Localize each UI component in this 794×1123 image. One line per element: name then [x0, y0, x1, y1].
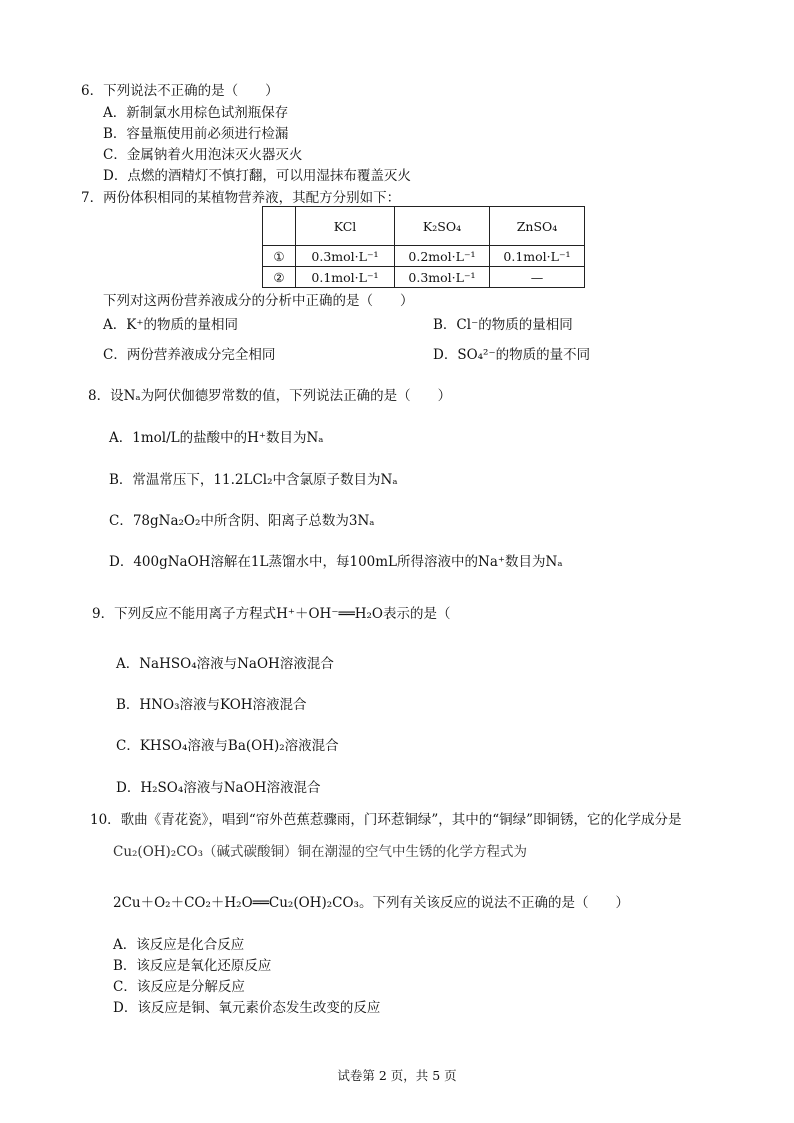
nutrient-table	[262, 206, 585, 288]
table-row	[263, 246, 585, 267]
q10-option-d: D．该反应是铜、氧元素价态发生改变的反应	[113, 1000, 381, 1016]
q10-option-c: C．该反应是分解反应	[113, 979, 245, 995]
q8-option-c: C．78gNa₂O₂中所含阴、阳离子总数为3Nₐ	[109, 513, 375, 529]
table-header-row	[263, 207, 585, 246]
q9-option-b: B．HNO₃溶液与KOH溶液混合	[116, 697, 307, 713]
table-cell: ①	[263, 246, 296, 267]
table-cell: 0.1mol·L⁻¹	[490, 246, 585, 267]
q6-option-d: D．点燃的酒精灯不慎打翻，可以用湿抹布覆盖灭火	[103, 168, 411, 184]
q6-option-b: B．容量瓶使用前必须进行检漏	[103, 126, 289, 142]
q8-option-a: A．1mol/L的盐酸中的H⁺数目为Nₐ	[109, 430, 324, 446]
q10-equation: 2Cu＋O₂＋CO₂＋H₂O══Cu₂(OH)₂CO₃。下列有关该反应的说法不正确的是（ ）	[113, 895, 629, 911]
page-footer: 试卷第 2 页，共 5 页	[337, 1068, 457, 1083]
q7-stem: 7．两份体积相同的某植物营养液，其配方分别如下：	[81, 190, 401, 206]
q9-option-d: D．H₂SO₄溶液与NaOH溶液混合	[116, 780, 321, 796]
q6-stem: 6．下列说法不正确的是（ ）	[81, 83, 279, 99]
q9-option-c: C．KHSO₄溶液与Ba(OH)₂溶液混合	[116, 738, 339, 754]
table-header-cell: ZnSO₄	[490, 207, 585, 246]
q10-option-b: B．该反应是氧化还原反应	[113, 958, 272, 974]
table-cell: —	[490, 267, 585, 288]
q9-option-a: A．NaHSO₄溶液与NaOH溶液混合	[116, 656, 334, 672]
q10-stem: 10．歌曲《青花瓷》，唱到“帘外芭蕉惹骤雨，门环惹铜绿”，其中的“铜绿”即铜锈，它的化学成分是	[90, 812, 682, 828]
table-cell: 0.2mol·L⁻¹	[395, 246, 490, 267]
table-cell: 0.1mol·L⁻¹	[296, 267, 395, 288]
q7-option-d: D．SO₄²⁻的物质的量不同	[433, 347, 591, 363]
q10-line2: Cu₂(OH)₂CO₃（碱式碳酸铜）铜在潮湿的空气中生锈的化学方程式为	[113, 844, 528, 860]
q7-option-c: C．两份营养液成分完全相同	[103, 347, 276, 363]
q8-option-d: D．400gNaOH溶解在1L蒸馏水中，每100mL所得溶液中的Na⁺数目为Nₐ	[109, 554, 563, 570]
q7-option-b: B．Cl⁻的物质的量相同	[433, 317, 573, 333]
q6-option-c: C．金属钠着火用泡沫灭火器灭火	[103, 147, 303, 163]
q9-stem: 9．下列反应不能用离子方程式H⁺＋OH⁻══H₂O表示的是（	[92, 606, 451, 622]
table-header-cell: K₂SO₄	[395, 207, 490, 246]
q7-question: 下列对这两份营养液成分的分析中正确的是（ ）	[103, 293, 414, 309]
table-row	[263, 267, 585, 288]
q10-option-a: A．该反应是化合反应	[113, 937, 245, 953]
q6-option-a: A．新制氯水用棕色试剂瓶保存	[103, 105, 289, 121]
q8-option-b: B．常温常压下，11.2LCl₂中含氯原子数目为Nₐ	[109, 472, 398, 488]
table-header-cell: KCl	[296, 207, 395, 246]
table-cell: 0.3mol·L⁻¹	[296, 246, 395, 267]
table-header-cell	[263, 207, 296, 246]
q7-option-a: A．K⁺的物质的量相同	[103, 317, 238, 333]
q8-stem: 8．设Nₐ为阿伏伽德罗常数的值，下列说法正确的是（ ）	[88, 388, 452, 404]
table-cell: ②	[263, 267, 296, 288]
table-cell: 0.3mol·L⁻¹	[395, 267, 490, 288]
